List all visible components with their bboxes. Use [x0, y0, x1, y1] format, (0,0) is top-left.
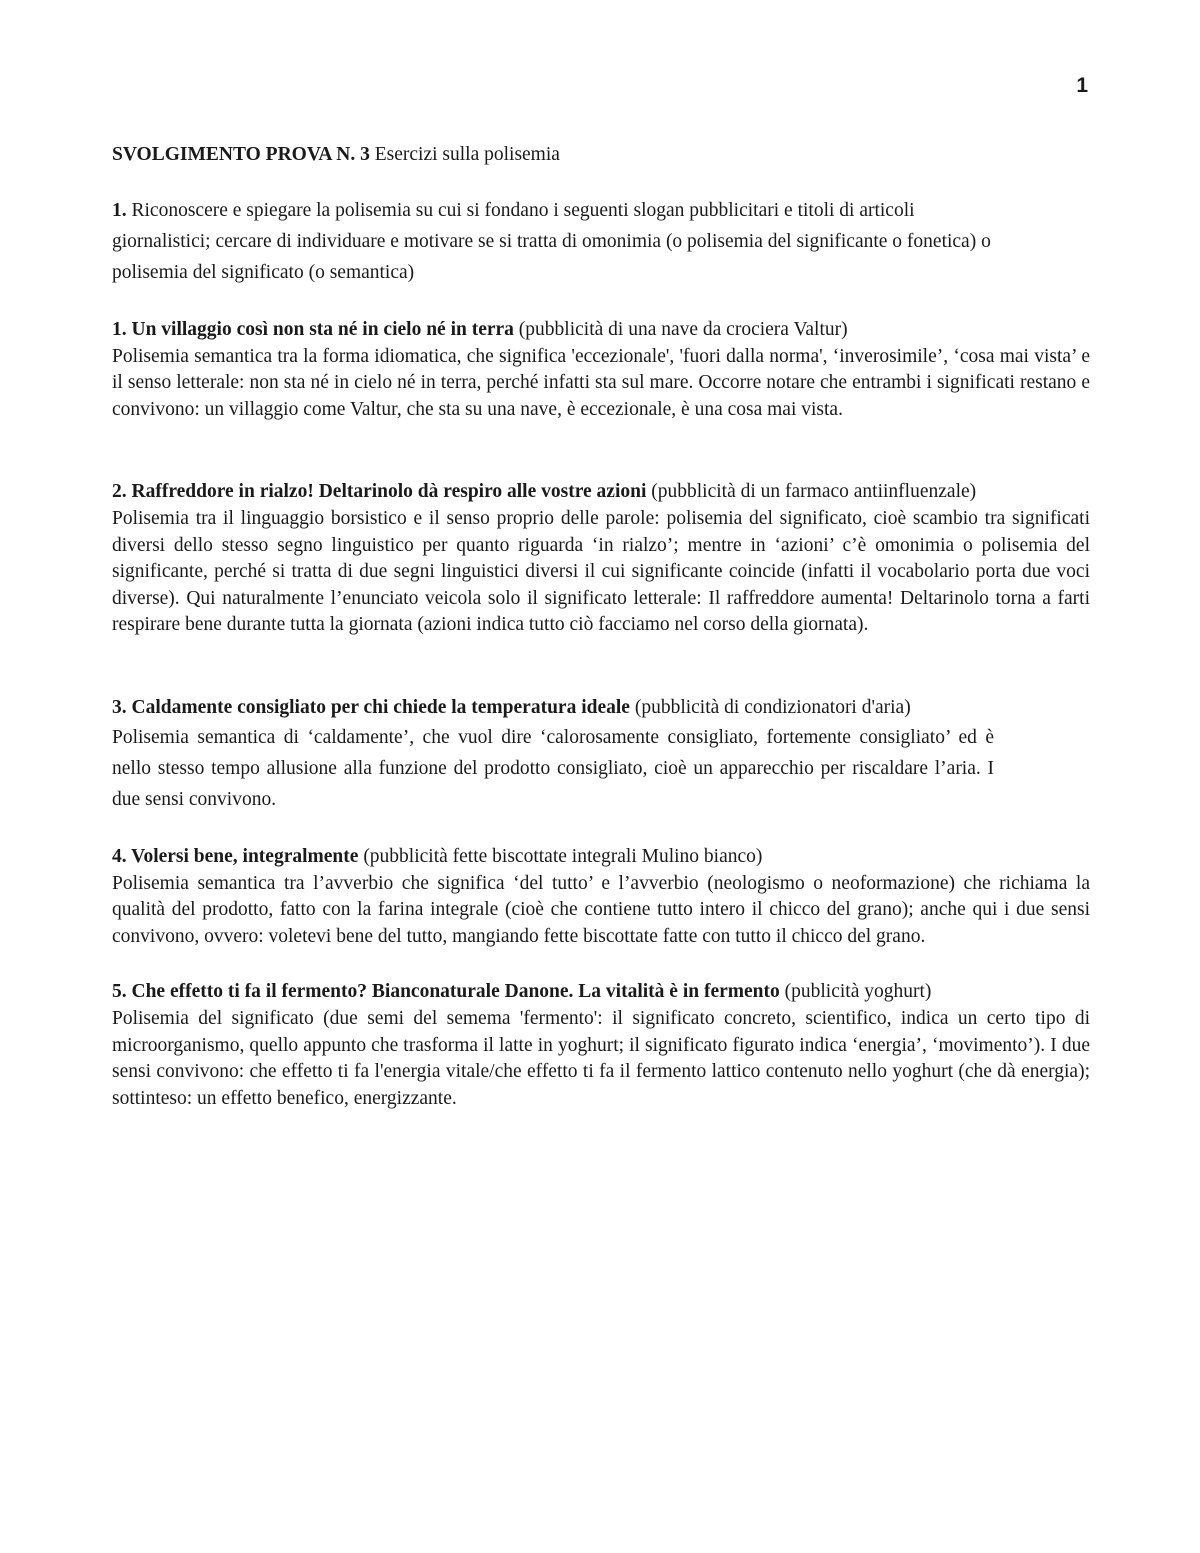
item-slogan: 2. Raffreddore in rialzo! Deltarinolo dà respiro alle vostre azioni: [112, 481, 647, 502]
spacer: [112, 950, 1090, 977]
exercise-item-2: [112, 477, 1090, 639]
document-title: [112, 142, 1090, 169]
instructions-text: Riconoscere e spiegare la polisemia su cui si fondano i seguenti slogan pubblicitari e titoli di articoli giornalistici; cercare di individuare e motivare se si tratta di omonimia (o polisemia del significante o fonetica) o polisemia del significato (o semantica): [112, 199, 991, 283]
item-explanation: Polisemia semantica tra l’avverbio che significa ‘del tutto’ e l’avverbio (neologismo o neoformazione) che richiama la qualità del prodotto, fatto con la farina integrale (cioè che contiene tutto intero il chicco del grano); anche qui i due sensi convivono, ovvero: voletevi bene del tutto, mangiando fette biscottate fatte con tutto il chicco del grano.: [112, 872, 1090, 947]
item-source: (pubblicità di un farmaco antiinfluenzale): [646, 481, 977, 502]
exercise-item-3: [112, 693, 1090, 815]
item-slogan: 5. Che effetto ti fa il fermento? Bianconaturale Danone. La vitalità è in fermento: [112, 981, 780, 1002]
item-slogan: 3. Caldamente consigliato per chi chiede la temperatura ideale: [112, 696, 630, 718]
item-heading: [112, 693, 994, 722]
exercise-item-4: [112, 842, 1090, 951]
item-heading: [112, 977, 994, 1006]
exercise-instructions: [112, 195, 1002, 288]
exercise-item-5: [112, 977, 1090, 1112]
exercise-item-1: [112, 315, 1090, 424]
spacer: [112, 815, 1090, 842]
spacer: [112, 639, 1090, 693]
item-heading: [112, 477, 994, 506]
page-number: 1: [1076, 74, 1088, 97]
item-explanation: Polisemia del significato (due semi del semema 'fermento': il significato concreto, scientifico, indica un certo tipo di microorganismo, quello appunto che trasforma il latte in yoghurt; il significato figurato indica ‘energia’, ‘movimento’). I due sensi convivono: che effetto ti fa l'energia vitale/che effetto ti fa il fermento lattico contenuto nello yoghurt (che dà energia); sottinteso: un effetto benefico, energizzante.: [112, 1008, 1090, 1109]
item-source: (publicità yoghurt): [779, 981, 932, 1002]
item-slogan: 4. Volersi bene, integralmente: [112, 845, 359, 867]
item-source: (pubblicità di condizionatori d'aria): [629, 696, 911, 718]
item-source: (pubblicità di una nave da crociera Valtur): [513, 318, 848, 340]
item-source: (pubblicità fette biscottate integrali Mulino bianco): [358, 845, 763, 867]
item-explanation: Polisemia tra il linguaggio borsistico e il senso proprio delle parole: polisemia del significato, cioè scambio tra significati diversi dello stesso segno linguistico per quanto riguarda ‘in rialzo’; mentre in ‘azioni’ c’è omonimia o polisemia del significante, perché si tratta di due segni linguistici diversi il cui significante coincide (infatti il vocabolario porta due voci diverse). Qui naturalmente l’enunciato veicola solo il significato letterale: Il raffreddore aumenta! Deltarinolo torna a farti respirare bene durante tutta la giornata (azioni indica tutto ciò facciamo nel corso della giornata).: [112, 508, 1090, 635]
spacer: [112, 423, 1090, 477]
item-heading: [112, 315, 994, 344]
document-content: [112, 142, 1090, 1112]
title-bold: SVOLGIMENTO PROVA N. 3: [112, 144, 370, 165]
item-slogan: 1. Un villaggio così non sta né in cielo né in terra: [112, 318, 514, 340]
item-explanation: Polisemia semantica di ‘caldamente’, che vuol dire ‘calorosamente consigliato, fortemente consigliato’ ed è nello stesso tempo allusione alla funzione del prodotto consigliato, cioè un apparecchio per riscaldare l’aria. I due sensi convivono.: [112, 726, 994, 810]
instructions-number: 1.: [112, 199, 127, 221]
item-heading: [112, 842, 994, 871]
title-rest: Esercizi sulla polisemia: [369, 144, 560, 165]
item-explanation: Polisemia semantica tra la forma idiomatica, che significa 'eccezionale', 'fuori dalla norma', ‘inverosimile’, ‘cosa mai vista’ e il senso letterale: non sta né in cielo né in terra, perché infatti sta sul mare. Occorre notare che entrambi i significati restano e convivono: un villaggio come Valtur, che sta su una nave, è eccezionale, è una cosa mai vista.: [112, 345, 1090, 420]
